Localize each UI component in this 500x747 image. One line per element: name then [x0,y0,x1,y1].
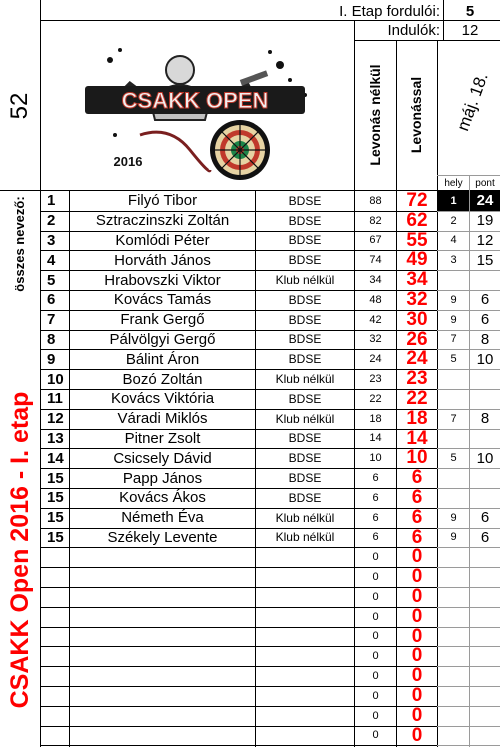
club-cell [256,567,354,587]
hely-cell [438,627,469,647]
hely-cell [438,587,469,607]
pont-cell [470,389,500,409]
player-name: Sztraczinszki Zoltán [95,212,230,230]
levonassal-score: 72 [406,191,428,211]
hely-cell [438,567,469,587]
rank-cell: 6 [47,291,56,309]
levonassal-score: 0 [411,587,423,607]
pont-cell: 19 [476,212,494,230]
player-name: Hrabovszki Viktor [104,271,221,289]
levonas-nelkul-cell: 0 [372,630,379,643]
player-name: Pitner Zsolt [124,429,201,447]
pont-cell: 6 [480,528,490,546]
pont-cell [470,468,500,488]
rank-cell: 1 [47,192,56,210]
pont-cell: 10 [476,449,494,467]
levonassal-score: 18 [406,408,428,429]
club-cell: BDSE [288,431,322,446]
levonassal-score: 34 [406,270,428,290]
club-cell [256,666,354,686]
osszes-nevezo-label: összes nevező: [12,196,27,292]
levonassal-score: 30 [406,309,428,330]
levonas-nelkul-cell: 74 [369,254,382,267]
hely-cell: 9 [450,531,457,544]
hely-cell [438,468,469,488]
hely-cell: 2 [450,214,457,227]
hely-cell [438,429,469,449]
club-cell: BDSE [288,233,322,248]
levonas-nelkul-cell: 6 [372,531,379,544]
player-name: Csicsely Dávid [113,449,212,467]
rank-cell: 15 [47,469,64,487]
club-cell: BDSE [288,193,322,208]
levonas-nelkul-cell: 0 [372,590,379,603]
levonassal-score: 0 [411,626,423,647]
indulok-label: Indulók: [387,21,440,39]
hely-cell [438,666,469,686]
club-cell [256,646,354,666]
col-levonassal: Levonással [408,76,424,154]
hely-cell: 9 [450,313,457,326]
event-title: CSAKK Open 2016 - I. etap [6,391,34,709]
pont-cell: 12 [476,231,494,249]
hely-cell: 9 [450,511,457,524]
rank-cell: 2 [47,212,56,230]
levonassal-score: 0 [411,725,423,746]
rank-cell: 7 [47,311,56,329]
hely-cell: 7 [450,333,457,346]
levonassal-score: 6 [411,468,423,488]
pont-cell: 8 [480,330,490,348]
pont-cell: 6 [480,291,490,309]
hely-cell: 1 [438,191,469,211]
levonassal-score: 0 [411,567,423,587]
rank-cell: 9 [47,350,56,368]
club-cell [256,587,354,607]
rank-cell: 10 [47,370,64,388]
levonassal-score: 6 [411,488,423,508]
hely-cell: 5 [450,353,457,366]
club-cell: BDSE [288,352,322,367]
etap-label: I. Etap fordulói: [339,2,440,20]
levonas-nelkul-cell: 88 [369,194,382,207]
levonassal-score: 22 [406,389,428,409]
rank-cell: 12 [47,410,64,428]
hely-cell: 4 [450,234,457,247]
levonassal-score: 49 [406,250,428,271]
hely-cell [438,369,469,389]
player-name: Kovács Viktória [110,390,215,408]
levonas-nelkul-cell: 24 [369,353,382,366]
pont-cell [470,686,500,706]
levonas-nelkul-cell: 32 [369,333,382,346]
indulok-value: 12 [461,21,479,39]
levonas-nelkul-cell: 22 [369,392,382,405]
player-name [70,567,255,587]
levonas-nelkul-cell: 34 [369,274,382,287]
pont-cell [470,429,500,449]
player-name: Bozó Zoltán [122,370,203,388]
pont-cell [470,666,500,686]
levonas-nelkul-cell: 42 [369,313,382,326]
hely-cell: 9 [450,293,457,306]
player-name: Filyó Tibor [127,192,198,210]
levonas-nelkul-cell: 0 [372,670,379,683]
hely-cell [438,389,469,409]
pont-cell: 8 [480,410,490,428]
levonas-nelkul-cell: 82 [369,214,382,227]
pont-cell: 6 [480,509,490,527]
levonas-nelkul-cell: 0 [372,551,379,564]
pont-cell [470,706,500,726]
hely-cell [438,706,469,726]
pont-cell [470,627,500,647]
levonassal-score: 0 [411,686,423,706]
levonassal-score: 0 [411,646,423,667]
club-cell [256,607,354,627]
club-cell [256,627,354,647]
pont-cell: 6 [480,311,490,329]
hely-cell [438,646,469,666]
player-name: Papp János [122,469,203,487]
player-name [70,587,255,607]
player-name [70,607,255,627]
pont-cell [470,587,500,607]
player-name [70,726,255,746]
pont-cell: 10 [476,350,494,368]
hely-cell [438,607,469,627]
pont-cell [470,488,500,508]
player-name: Horváth János [114,251,211,269]
club-cell: BDSE [288,213,322,228]
levonassal-score: 55 [406,230,428,251]
rank-cell: 5 [47,271,56,289]
col-levonas-nelkul: Levonás nélkül [367,64,383,166]
pont-cell [470,547,500,567]
levonas-nelkul-cell: 14 [369,432,382,445]
rank-cell: 8 [47,330,56,348]
club-cell: Klub nélkül [275,411,335,426]
player-name: Kovács Tamás [113,291,212,309]
club-cell: BDSE [288,451,322,466]
levonassal-score: 26 [406,329,428,350]
hely-cell [438,270,469,290]
levonas-nelkul-cell: 0 [372,610,379,623]
player-name: Székely Levente [107,528,218,546]
pont-cell [470,607,500,627]
levonassal-score: 0 [411,705,423,726]
player-name: Pálvölgyi Gergő [109,330,216,348]
levonassal-score: 6 [411,507,423,528]
dartboard-icon [210,120,270,180]
rank-cell: 13 [47,429,64,447]
rank-cell: 14 [47,449,64,467]
club-cell: BDSE [288,312,322,327]
hely-cell [438,726,469,746]
player-name [70,706,255,726]
total-count: 52 [6,92,33,120]
levonas-nelkul-cell: 48 [369,293,382,306]
club-cell: BDSE [288,490,322,505]
hely-cell: 3 [450,254,457,267]
player-name: Komlódi Péter [115,231,210,249]
hely-cell: 5 [450,452,457,465]
levonas-nelkul-cell: 67 [369,234,382,247]
levonassal-score: 32 [406,290,428,310]
levonas-nelkul-cell: 0 [372,729,379,742]
club-cell: BDSE [288,332,322,347]
pont-cell [470,369,500,389]
levonas-nelkul-cell: 23 [369,373,382,386]
club-cell: Klub nélkül [275,372,335,387]
club-cell: Klub nélkül [275,273,335,288]
rank-cell: 11 [47,390,63,408]
hely-cell: 7 [450,412,457,425]
player-name [70,666,255,686]
csakk-open-logo [80,40,320,182]
pont-cell: 24 [470,191,500,211]
levonassal-score: 6 [411,527,423,548]
levonas-nelkul-cell: 0 [372,709,379,722]
player-name: Váradi Miklós [117,410,208,428]
pont-cell [470,726,500,746]
levonas-nelkul-cell: 6 [372,511,379,524]
pont-cell [470,567,500,587]
levonas-nelkul-cell: 10 [369,452,382,465]
club-cell: BDSE [288,292,322,307]
player-name: Frank Gergő [120,311,205,329]
hely-cell [438,488,469,508]
hely-cell [438,547,469,567]
rank-cell: 15 [47,509,64,527]
hely-cell [438,686,469,706]
rank-cell: 4 [47,251,56,269]
player-name: Bálint Áron [125,350,200,368]
logo-year: 2016 [113,154,143,169]
rank-cell: 15 [47,528,64,546]
levonassal-score: 24 [406,349,428,370]
etap-value: 5 [465,2,475,20]
pont-cell [470,270,500,290]
club-cell [256,547,354,567]
club-cell [256,726,354,746]
player-name: Németh Éva [121,509,204,527]
player-name: Kovács Ákos [119,489,206,507]
player-name [70,547,255,567]
logo-title: CSAKK OPEN [121,88,269,113]
date-label: máj. 18. [453,70,492,134]
club-cell: BDSE [288,391,322,406]
rank-cell: 15 [47,489,64,507]
levonassal-score: 0 [411,666,423,686]
levonas-nelkul-cell: 6 [372,472,379,485]
levonassal-score: 14 [406,428,428,449]
rank-cell: 3 [47,231,56,249]
levonas-nelkul-cell: 0 [372,689,379,702]
club-cell [256,686,354,706]
pont-label: pont [475,177,495,189]
levonassal-score: 0 [411,547,423,568]
club-cell: Klub nélkül [275,530,335,545]
player-name [70,686,255,706]
levonassal-score: 62 [406,210,428,231]
levonas-nelkul-cell: 18 [369,412,382,425]
club-cell: BDSE [288,253,322,268]
player-name [70,646,255,666]
levonassal-score: 10 [406,448,428,469]
pont-cell: 15 [476,251,494,269]
hely-label: hely [444,177,463,189]
club-cell [256,706,354,726]
player-name [70,627,255,647]
levonas-nelkul-cell: 0 [372,650,379,663]
levonassal-score: 23 [406,369,428,389]
club-cell: Klub nélkül [275,510,335,525]
club-cell: BDSE [288,471,322,486]
levonas-nelkul-cell: 6 [372,491,379,504]
levonas-nelkul-cell: 0 [372,571,379,584]
levonassal-score: 0 [411,606,423,627]
pont-cell [470,646,500,666]
